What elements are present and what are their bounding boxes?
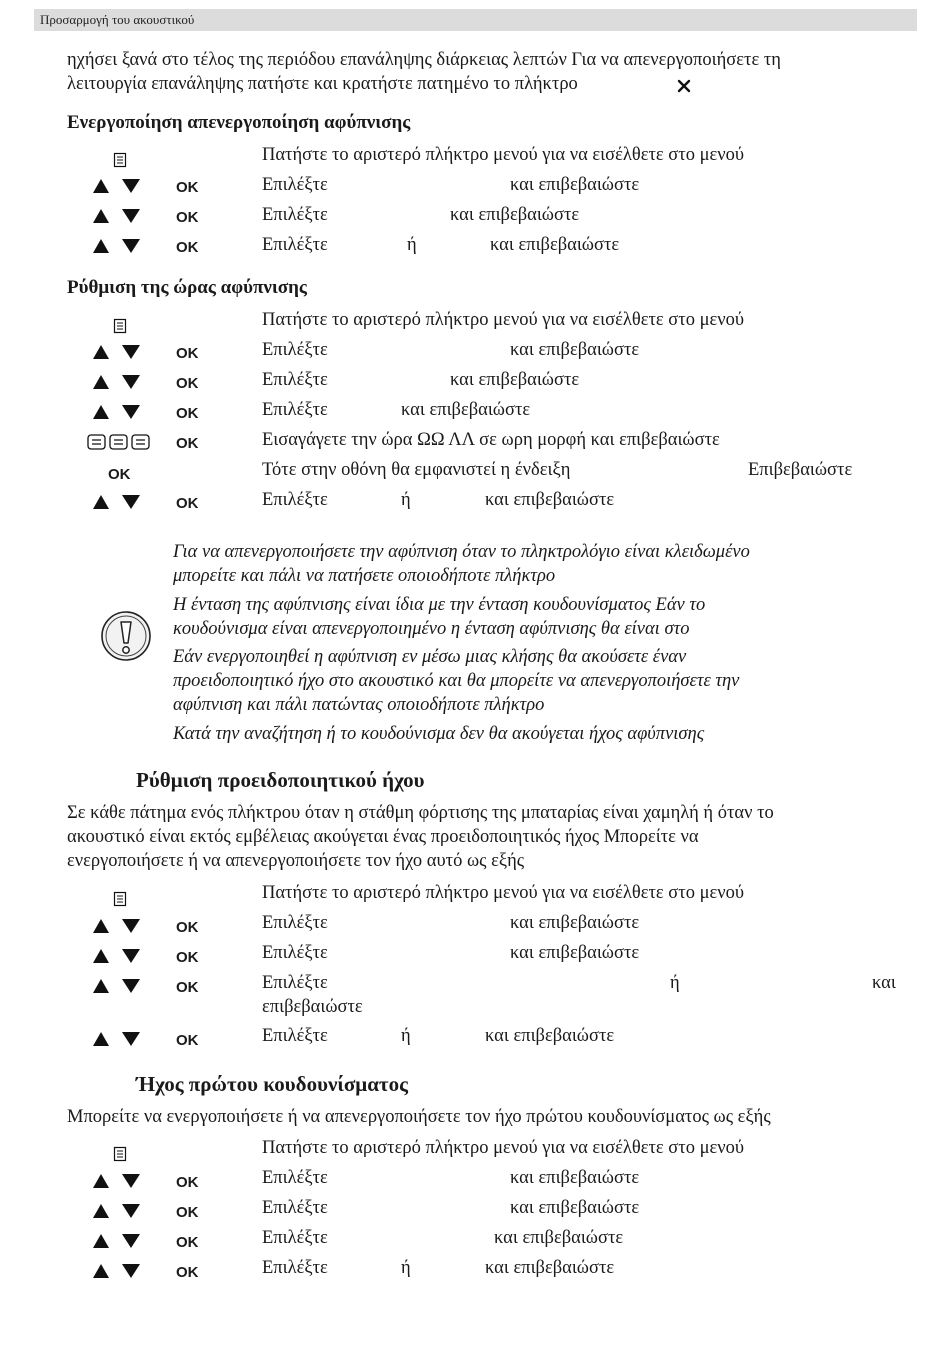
step-select: Επιλέξτε [262,1198,328,1218]
ok-key: OK [176,345,199,362]
note-1a: Για να απενεργοποιήσετε την αφύπνιση όταν το πληκτρολόγιο είναι κλειδωμένο [173,542,750,562]
step-display-msg: Τότε στην οθόνη θα εμφανιστεί η ένδειξη [262,460,571,480]
step-or: ή [401,490,411,510]
step-select: Επιλέξτε [262,1258,328,1278]
ok-key: OK [176,209,199,226]
step-select: Επιλέξτε [262,235,328,255]
step-select: Επιλέξτε [262,175,328,195]
step-and: και [872,973,896,993]
up-down-arrows-icon [92,1203,144,1219]
step-press-menu: Πατήστε το αριστερό πλήκτρο μενού για να εισέλθετε στο μενού [262,145,745,165]
note-4: Κατά την αναζήτηση ή το κουδούνισμα δεν θα ακούγεται ήχος αφύπνισης [173,724,705,744]
ok-key: OK [176,1204,199,1221]
step-or: ή [401,1026,411,1046]
first-ring-para: Μπορείτε να ενεργοποιήσετε ή να απενεργοποιήσετε τον ήχο πρώτου κουδουνίσματος ως εξής [67,1107,771,1127]
warning-tone-para-3: ενεργοποιήσετε ή να απενεργοποιήσετε τον ήχο αυτό ως εξής [67,851,525,871]
step-select: Επιλέξτε [262,913,328,933]
warning-tone-para-2: ακουστικό είναι εκτός εμβέλειας ακούγεται ένας προειδοποιητικός ήχος Μπορείτε να [67,827,699,847]
step-enter-time: Εισαγάγετε την ώρα ΩΩ ΛΛ σε ωρη μορφή και επιβεβαιώστε [262,430,720,450]
step-press-menu: Πατήστε το αριστερό πλήκτρο μενού για να εισέλθετε στο μενού [262,883,745,903]
step-confirm: και επιβεβαιώστε [510,913,640,933]
ok-key: OK [176,1234,199,1251]
up-down-arrows-icon [92,374,144,390]
step-confirm-cap: Επιβεβαιώστε [748,460,853,480]
section-first-ring-heading: Ήχος πρώτου κουδουνίσματος [136,1072,408,1096]
warning-exclamation-icon [100,610,152,662]
step-select: Επιλέξτε [262,400,328,420]
ok-key: OK [176,1032,199,1049]
menu-key-icon [113,318,127,334]
up-down-arrows-icon [92,1263,144,1279]
up-down-arrows-icon [92,404,144,420]
ok-key: OK [176,435,199,452]
section-alarm-onoff-heading: Ενεργοποίηση απενεργοποίηση αφύπνισης [67,112,411,133]
note-3a: Εάν ενεργοποιηθεί η αφύπνιση εν μέσω μιας κλήσης θα ακούσετε έναν [173,647,687,667]
step-confirm: και επιβεβαιώστε [510,943,640,963]
step-select: Επιλέξτε [262,1026,328,1046]
ok-key: OK [176,949,199,966]
step-confirm: και επιβεβαιώστε [401,400,531,420]
step-select: Επιλέξτε [262,490,328,510]
ok-key: OK [176,375,199,392]
note-3b: προειδοποιητικό ήχο στο ακουστικό και θα μπορείτε να απενεργοποιήσετε την [173,671,740,691]
step-select: Επιλέξτε [262,973,328,993]
up-down-arrows-icon [92,918,144,934]
up-down-arrows-icon [92,494,144,510]
ok-key: OK [176,979,199,996]
up-down-arrows-icon [92,948,144,964]
note-3c: αφύπνιση και πάλι πατώντας οποιοδήποτε πλήκτρο [173,695,545,715]
step-or: ή [670,973,680,993]
step-confirm-word: επιβεβαιώστε [262,997,363,1017]
number-keys-icon [87,434,151,450]
ok-key: OK [176,1264,199,1281]
up-down-arrows-icon [92,238,144,254]
note-1b: μπορείτε και πάλι να πατήσετε οποιοδήποτε πλήκτρο [173,566,556,586]
note-2b: κουδούνισμα είναι απενεργοποιημένο η ένταση αφύπνισης θα είναι στο [173,619,690,639]
section-alarm-time-heading: Ρύθμιση της ώρας αφύπνισης [67,277,307,298]
intro-line-1: ηχήσει ξανά στο τέλος της περιόδου επανάληψης διάρκειας λεπτών Για να απενεργοποιήσετε τη [67,50,781,70]
step-confirm: και επιβεβαιώστε [510,175,640,195]
step-confirm: και επιβεβαιώστε [510,340,640,360]
step-confirm: και επιβεβαιώστε [485,490,615,510]
step-press-menu: Πατήστε το αριστερό πλήκτρο μενού για να εισέλθετε στο μενού [262,310,745,330]
ok-key: OK [176,919,199,936]
step-confirm: και επιβεβαιώστε [510,1198,640,1218]
ok-key: OK [176,239,199,256]
step-confirm: και επιβεβαιώστε [450,205,580,225]
step-confirm: και επιβεβαιώστε [485,1026,615,1046]
page-header-title: Προσαρμογή του ακουστικού [40,12,195,27]
step-select: Επιλέξτε [262,370,328,390]
step-confirm: και επιβεβαιώστε [450,370,580,390]
ok-key: OK [176,495,199,512]
step-confirm: και επιβεβαιώστε [490,235,620,255]
up-down-arrows-icon [92,978,144,994]
close-x-icon [677,79,691,93]
step-select: Επιλέξτε [262,1168,328,1188]
step-or: ή [401,1258,411,1278]
step-or: ή [407,235,417,255]
up-down-arrows-icon [92,208,144,224]
page-header-bar [34,9,917,31]
step-confirm: και επιβεβαιώστε [510,1168,640,1188]
ok-key: OK [176,179,199,196]
note-2a: Η ένταση της αφύπνισης είναι ίδια με την ένταση κουδουνίσματος Εάν το [173,595,706,615]
step-select: Επιλέξτε [262,205,328,225]
up-down-arrows-icon [92,344,144,360]
step-select: Επιλέξτε [262,943,328,963]
menu-key-icon [113,891,127,907]
section-warning-tone-heading: Ρύθμιση προειδοποιητικού ήχου [136,768,425,792]
up-down-arrows-icon [92,1173,144,1189]
step-press-menu: Πατήστε το αριστερό πλήκτρο μενού για να εισέλθετε στο μενού [262,1138,745,1158]
menu-key-icon [113,152,127,168]
step-confirm: και επιβεβαιώστε [485,1258,615,1278]
step-select: Επιλέξτε [262,340,328,360]
up-down-arrows-icon [92,1233,144,1249]
ok-key: OK [108,466,131,483]
up-down-arrows-icon [92,178,144,194]
warning-tone-para-1: Σε κάθε πάτημα ενός πλήκτρου όταν η στάθμη φόρτισης της μπαταρίας είναι χαμηλή ή όταν το [67,803,774,823]
step-confirm: και επιβεβαιώστε [494,1228,624,1248]
up-down-arrows-icon [92,1031,144,1047]
menu-key-icon [113,1146,127,1162]
ok-key: OK [176,405,199,422]
intro-line-2: λειτουργία επανάληψης πατήστε και κρατήστε πατημένο το πλήκτρο [67,74,578,94]
ok-key: OK [176,1174,199,1191]
step-select: Επιλέξτε [262,1228,328,1248]
